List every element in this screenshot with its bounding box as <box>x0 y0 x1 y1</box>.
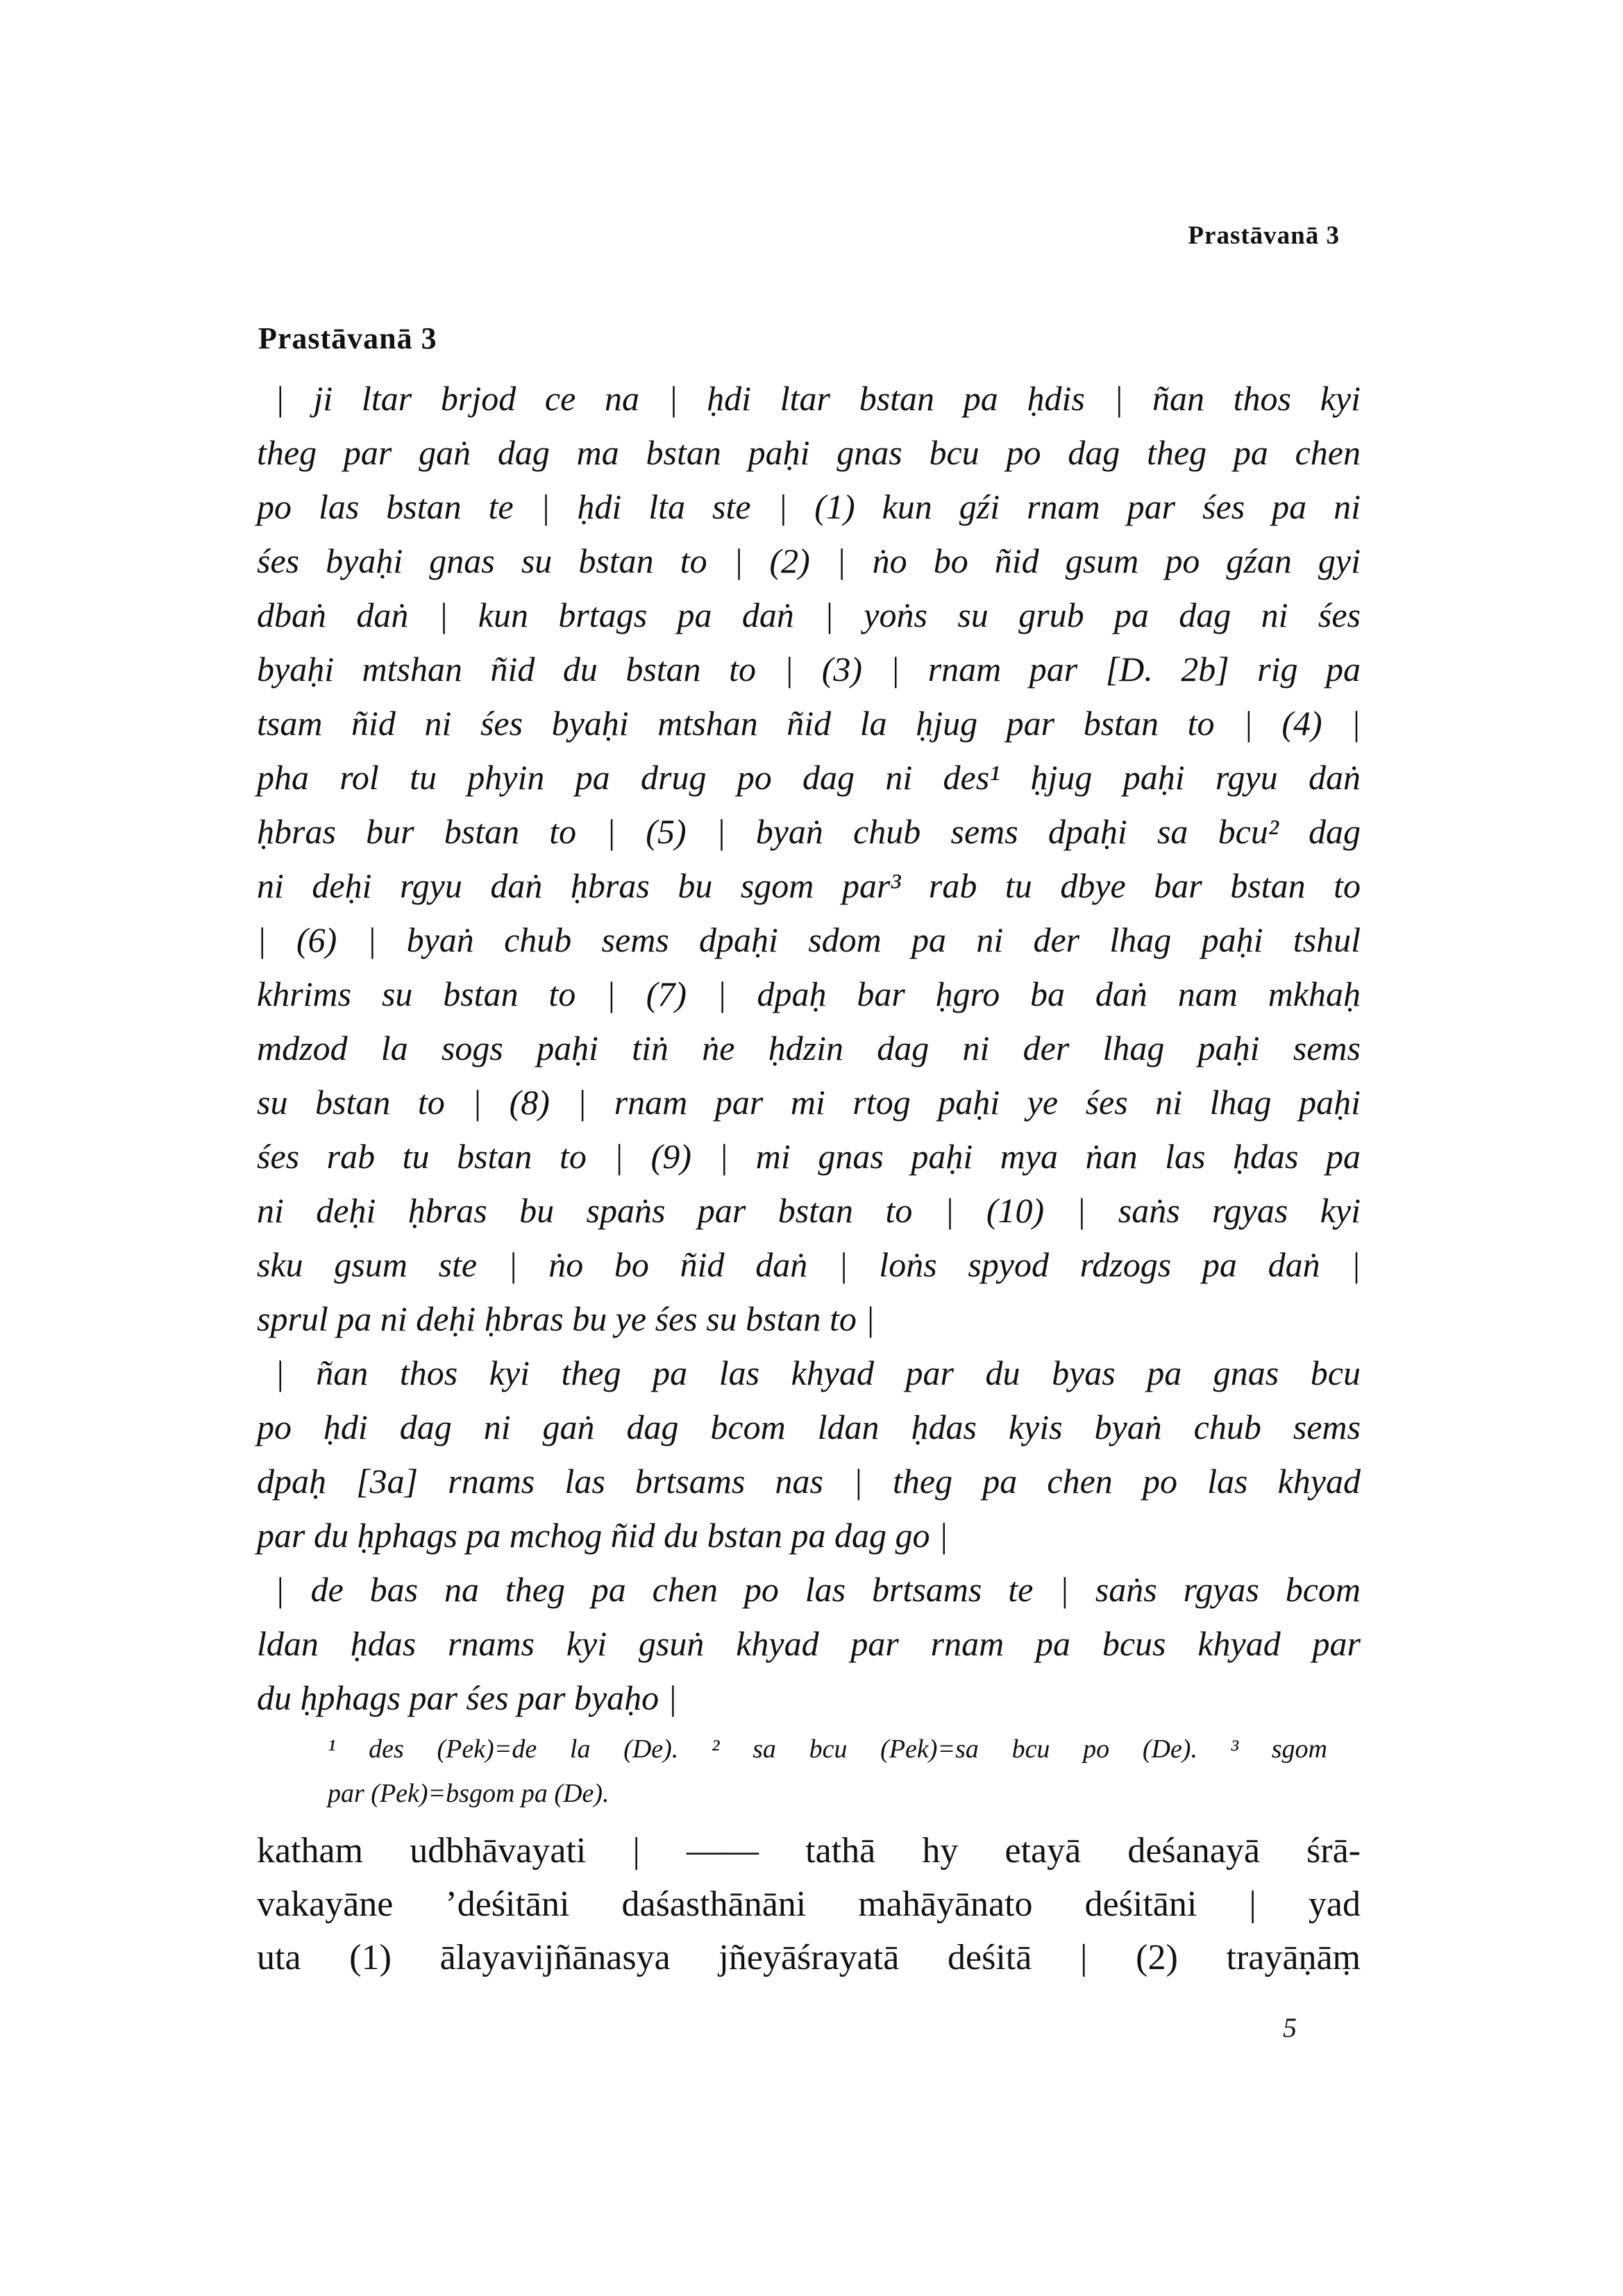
text-line: mdzod la sogs paḥi tiṅ ṅe ḥdzin dag ni der lhag paḥi sems <box>257 1029 1361 1067</box>
text-line: ni deḥi ḥbras bu spaṅs par bstan to | (10) | saṅs rgyas kyi <box>257 1191 1361 1230</box>
page-number: 5 <box>1283 2012 1297 2043</box>
text-line: | (6) | byaṅ chub sems dpaḥi sdom pa ni der lhag paḥi tshul <box>257 920 1361 959</box>
text-line: khrims su bstan to | (7) | dpaḥ bar ḥgro ba daṅ nam mkhaḥ <box>257 974 1361 1013</box>
text-line: uta (1) ālayavijñānasya jñeyāśrayatā deśitā | (2) trayāṇāṃ <box>257 1938 1361 1977</box>
text-line: ḥbras bur bstan to | (5) | byaṅ chub sems dpaḥi sa bcu² dag <box>257 812 1361 851</box>
text-line: | ñan thos kyi theg pa las khyad par du byas pa gnas bcu <box>275 1353 1361 1392</box>
sanskrit-text <box>257 1824 1361 1984</box>
text-line: śes byaḥi gnas su bstan to | (2) | ṅo bo ñid gsum po gźan gyi <box>257 541 1361 580</box>
running-head: Prastāvanā 3 <box>1188 221 1340 250</box>
section-heading: Prastāvanā 3 <box>258 321 437 355</box>
text-line: sku gsum ste | ṅo bo ñid daṅ | loṅs spyod rdzogs pa daṅ | <box>257 1245 1361 1284</box>
text-line: theg par gaṅ dag ma bstan paḥi gnas bcu po dag theg pa chen <box>257 433 1361 472</box>
text-line: sprul pa ni deḥi ḥbras bu ye śes su bstan to | <box>257 1299 875 1338</box>
text-line: | de bas na theg pa chen po las brtsams te | saṅs rgyas bcom <box>275 1570 1361 1609</box>
text-line: ni deḥi rgyu daṅ ḥbras bu sgom par³ rab tu dbye bar bstan to <box>257 866 1361 905</box>
text-line: tsam ñid ni śes byaḥi mtshan ñid la ḥjug par bstan to | (4) | <box>257 704 1361 743</box>
text-line: po las bstan te | ḥdi lta ste | (1) kun gźi rnam par śes pa ni <box>257 487 1361 526</box>
text-line: pha rol tu phyin pa drug po dag ni des¹ ḥjug paḥi rgyu daṅ <box>257 758 1361 797</box>
text-line: vakayāne ’deśitāni daśasthānāni mahāyānato deśitāni | yad <box>257 1884 1361 1924</box>
tibetan-text <box>257 371 1361 1725</box>
text-line: po ḥdi dag ni gaṅ dag bcom ldan ḥdas kyis byaṅ chub sems <box>257 1408 1361 1446</box>
text-line: | ji ltar brjod ce na | ḥdi ltar bstan pa ḥdis | ñan thos kyi <box>275 379 1361 418</box>
text-line: śes rab tu bstan to | (9) | mi gnas paḥi mya ṅan las ḥdas pa <box>257 1137 1361 1176</box>
footnote-line: par (Pek)=bsgom pa (De). <box>328 1779 609 1808</box>
text-line: katham udbhāvayati | —— tathā hy etayā deśanayā śrā- <box>257 1831 1361 1871</box>
text-line: par du ḥphags pa mchog ñid du bstan pa dag go | <box>257 1516 948 1555</box>
footnote-line: ¹ des (Pek)=de la (De). ² sa bcu (Pek)=sa bcu po (De). ³ sgom <box>328 1734 1327 1764</box>
text-line: ldan ḥdas rnams kyi gsuṅ khyad par rnam pa bcus khyad par <box>257 1624 1361 1663</box>
text-line: dpaḥ [3a] rnams las brtsams nas | theg pa chen po las khyad <box>257 1462 1361 1501</box>
text-line: su bstan to | (8) | rnam par mi rtog paḥi ye śes ni lhag paḥi <box>257 1083 1361 1122</box>
text-line: byaḥi mtshan ñid du bstan to | (3) | rnam par [D. 2b] rig pa <box>257 650 1361 689</box>
footnotes <box>328 1727 1327 1816</box>
text-line: dbaṅ daṅ | kun brtags pa daṅ | yoṅs su grub pa dag ni śes <box>257 596 1361 634</box>
text-line: du ḥphags par śes par byaḥo | <box>257 1678 678 1717</box>
